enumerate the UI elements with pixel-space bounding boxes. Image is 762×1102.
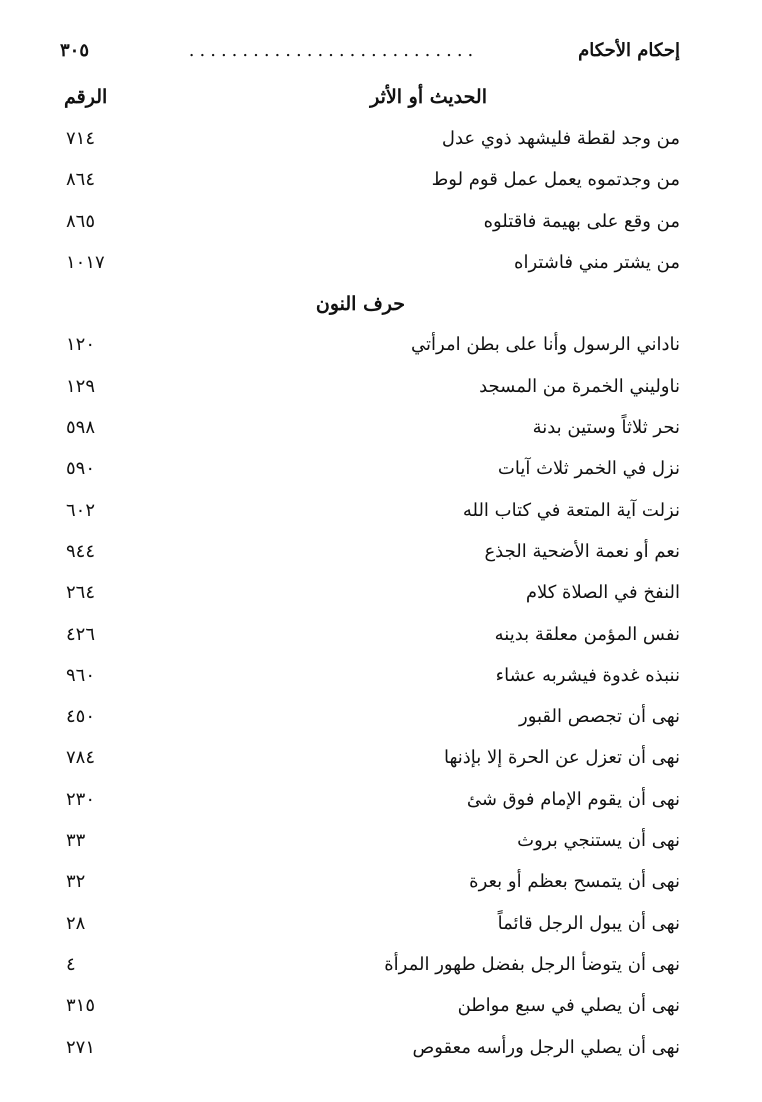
hadith-text: ناداني الرسول وأنا على بطن امرأتي — [411, 334, 680, 356]
hadith-number: ٤٥٠ — [66, 706, 96, 728]
list-item — [60, 370, 680, 411]
section-title: حرف النون — [315, 293, 405, 316]
hadith-text: نهى أن يتمسح بعظم أو بعرة — [469, 871, 680, 893]
hadith-number: ٢٧١ — [66, 1036, 96, 1058]
leader-dots: ........................... — [188, 39, 479, 61]
hadith-number: ٢٨ — [66, 912, 86, 934]
running-head — [60, 36, 680, 64]
column-header-hadith: الحديث أو الأثر — [370, 86, 487, 108]
hadith-text: نعم أو نعمة الأضحية الجذع — [484, 540, 680, 562]
hadith-number: ٣١٥ — [66, 995, 96, 1017]
hadith-text: ننبذه غدوة فيشربه عشاء — [495, 664, 680, 686]
list-item — [60, 948, 680, 989]
hadith-text: نحر ثلاثاً وستين بدنة — [532, 417, 680, 439]
hadith-number: ١٢٩ — [66, 375, 96, 397]
list-item — [60, 1031, 680, 1072]
hadith-text: نهى أن يستنجي بروث — [517, 830, 680, 852]
hadith-number: ٨٦٤ — [66, 169, 96, 191]
section-heading — [60, 287, 680, 328]
hadith-text: نهى أن يقوم الإمام فوق شئ — [466, 788, 680, 810]
list-item — [60, 452, 680, 493]
hadith-text: من يشتر مني فاشتراه — [514, 251, 680, 273]
hadith-number: ٩٦٠ — [66, 664, 96, 686]
hadith-text: نهى أن يصلي الرجل ورأسه معقوص — [412, 1036, 680, 1058]
list-item — [60, 411, 680, 452]
list-item — [60, 989, 680, 1030]
hadith-number: ٩٤٤ — [66, 540, 96, 562]
list-item — [60, 618, 680, 659]
list-item — [60, 163, 680, 204]
hadith-text: نزل في الخمر ثلاث آيات — [497, 458, 680, 480]
hadith-text: نهى أن تعزل عن الحرة إلا بإذنها — [443, 747, 680, 769]
list-item — [60, 659, 680, 700]
hadith-number: ٦٠٢ — [66, 499, 96, 521]
hadith-text: نهى أن تجصص القبور — [519, 706, 680, 728]
list-item — [60, 246, 680, 287]
list-item — [60, 576, 680, 617]
hadith-number: ١٠١٧ — [66, 251, 105, 273]
list-item — [60, 865, 680, 906]
hadith-number: ٥٩٨ — [66, 417, 96, 439]
hadith-number: ٧٨٤ — [66, 747, 96, 769]
hadith-text: ناوليني الخمرة من المسجد — [479, 375, 680, 397]
hadith-text: نفس المؤمن معلقة بدينه — [494, 623, 680, 645]
hadith-number: ٣٣ — [66, 830, 86, 852]
column-header-number: الرقم — [64, 86, 108, 108]
list-item — [60, 328, 680, 369]
list-item — [60, 783, 680, 824]
hadith-number: ١٢٠ — [66, 334, 96, 356]
hadith-number: ٢٣٠ — [66, 788, 96, 810]
hadith-number: ٢٦٤ — [66, 582, 96, 604]
index-list — [60, 122, 680, 1072]
page-number: ٣٠٥ — [60, 39, 90, 61]
hadith-number: ٨٦٥ — [66, 210, 96, 232]
hadith-text: من وجدتموه يعمل عمل قوم لوط — [431, 169, 680, 191]
hadith-text: نهى أن يبول الرجل قائماً — [497, 912, 680, 934]
hadith-text: من وجد لقطة فليشهد ذوي عدل — [441, 128, 680, 149]
hadith-number: ٥٩٠ — [66, 458, 96, 480]
hadith-text: من وقع على بهيمة فاقتلوه — [483, 210, 680, 232]
list-item — [60, 907, 680, 948]
list-item — [60, 824, 680, 865]
hadith-number: ٣٢ — [66, 871, 86, 893]
book-title: إحكام الأحكام — [578, 39, 680, 61]
list-item — [60, 741, 680, 782]
list-item — [60, 535, 680, 576]
hadith-number: ٤ — [66, 953, 76, 975]
list-item — [60, 700, 680, 741]
list-item — [60, 494, 680, 535]
list-item — [60, 205, 680, 246]
hadith-text: النفخ في الصلاة كلام — [525, 582, 680, 604]
hadith-text: نهى أن يصلي في سبع مواطن — [457, 995, 680, 1017]
hadith-text: نزلت آية المتعة في كتاب الله — [462, 499, 680, 521]
hadith-number: ٤٢٦ — [66, 623, 96, 645]
hadith-text: نهى أن يتوضأ الرجل بفضل طهور المرأة — [384, 953, 680, 975]
list-item — [60, 122, 680, 163]
hadith-number: ٧١٤ — [66, 128, 96, 149]
